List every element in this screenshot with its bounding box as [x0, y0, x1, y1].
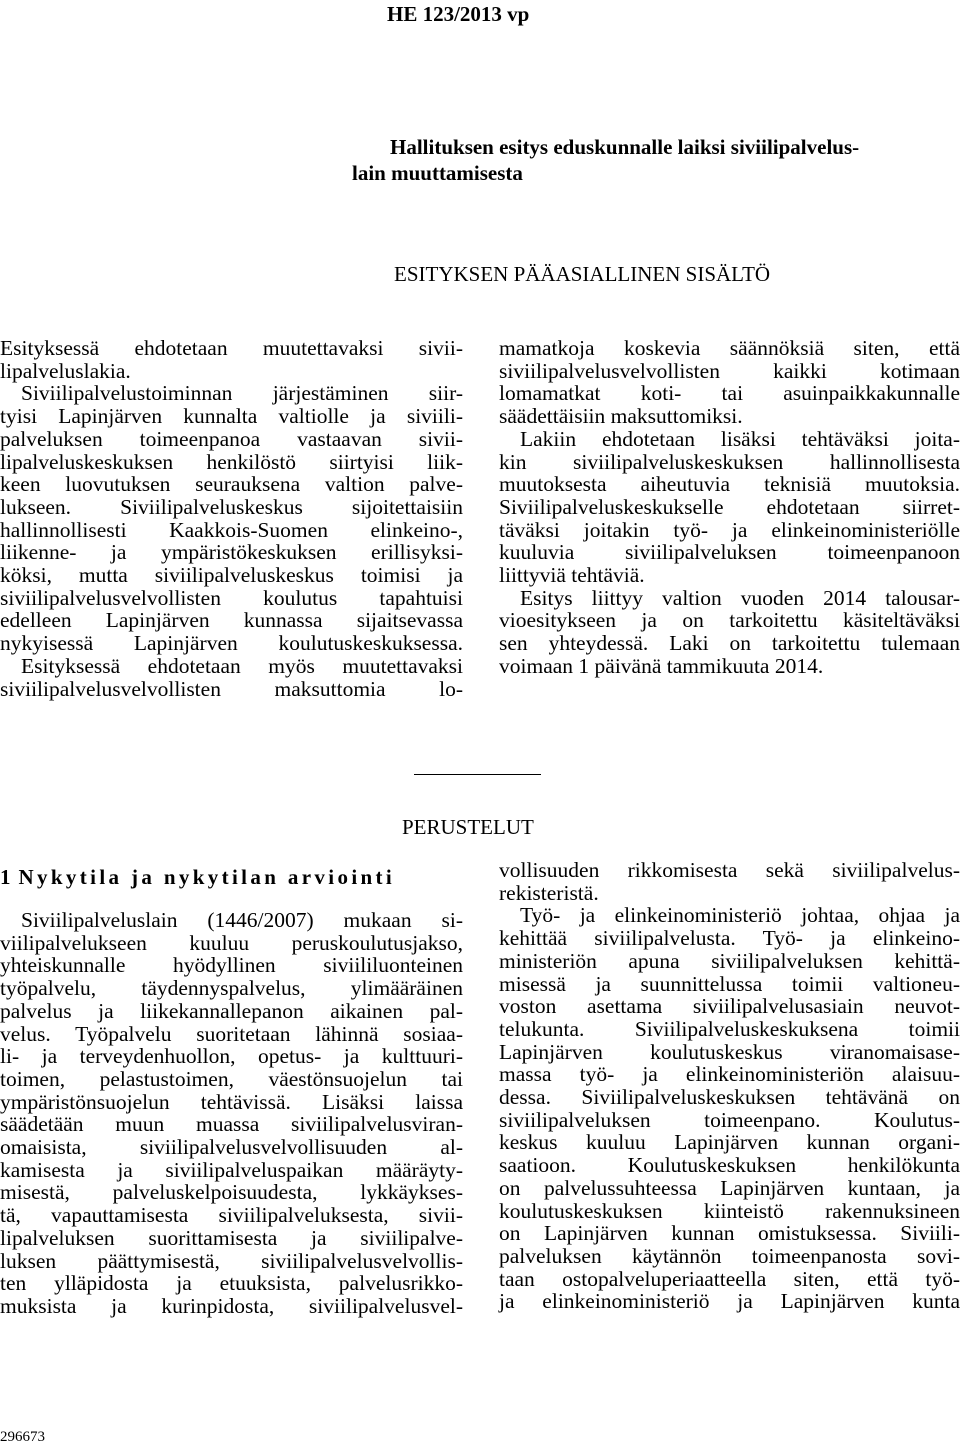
- text-line: täväksi joitakin työ- ja elinkeinoministeriölle: [499, 517, 960, 542]
- text-line: telukunta. Siviilipalveluskeskuksena toimii: [499, 1016, 960, 1041]
- text-line: massa työ- ja elinkeinoministeriön alaisuu-: [499, 1062, 960, 1087]
- text-line: tä, vapauttamisesta siviilipalveluksesta, sivii-: [0, 1203, 463, 1228]
- text-line: kehittää siviilipalvelusta. Työ- ja elinkeino-: [499, 926, 960, 951]
- text-line: mamatkoja koskevia säännöksiä siten, että: [499, 336, 960, 360]
- bill-title: [352, 134, 860, 186]
- text-line: misessä ja suunnittelussa toimii valtioneu-: [499, 971, 960, 996]
- perustelut-heading: PERUSTELUT: [402, 815, 534, 839]
- text-line: rekisteristä.: [499, 880, 599, 905]
- text-line: keskus kuuluu Lapinjärven kunnan organi-: [499, 1130, 960, 1155]
- text-line: lomamatkat koti- tai asuinpaikkakunnalle: [499, 381, 960, 406]
- perustelut-left-column: [0, 909, 463, 1318]
- text-line: palveluksen toimeenpanoa vastaavan sivii-: [0, 426, 463, 451]
- text-line: yhteiskunnalle hyödyllinen siviililuonteinen: [0, 953, 463, 978]
- text-line: Työ- ja elinkeinoministeriö johtaa, ohjaa ja: [520, 903, 960, 928]
- bill-title-line-1: Hallituksen esitys eduskunnalle laiksi siviilipalvelus-: [390, 135, 860, 159]
- section-separator-rule: [414, 774, 541, 775]
- text-line: kamisesta ja siviilipalveluspaikan määräyty-: [0, 1157, 463, 1182]
- text-line: lipalveluksen suorittamisesta ja siviilipalve-: [0, 1225, 463, 1250]
- text-line: Esityksessä ehdotetaan myös muutettavaksi: [21, 653, 463, 678]
- summary-heading: ESITYKSEN PÄÄASIALLINEN SISÄLTÖ: [394, 262, 771, 286]
- text-line: Siviilipalveluskeskukselle ehdotetaan siirret-: [499, 494, 960, 519]
- text-line: on Lapinjärven kunnan omistuksessa. Siviili-: [499, 1221, 960, 1246]
- text-line: kin siviilipalveluskeskuksen hallinnollisesta: [499, 449, 960, 474]
- text-line: siviilipalvelusvelvollisten koulutus tapahtuisi: [0, 585, 463, 610]
- text-line: siviilipalveluksen toimeenpano. Koulutus-: [499, 1107, 960, 1132]
- text-line: Siviilipalveluslain (1446/2007) mukaan si-: [21, 908, 463, 932]
- text-line: li- ja terveydenhuollon, opetus- ja kulttuuri-: [0, 1044, 463, 1069]
- text-line: Lakiin ehdotetaan lisäksi tehtäväksi joita-: [520, 426, 960, 451]
- text-line: liikenne- ja ympäristökeskuksen erillisyksi-: [0, 540, 463, 565]
- text-line: lukseen. Siviilipalveluskeskus sijoitettaisiin: [0, 494, 463, 519]
- text-line: palveluksen käytännön toimeenpanosta sovi-: [499, 1243, 960, 1268]
- text-line: on palvelussuhteessa Lapinjärven kuntaan, ja: [499, 1175, 960, 1200]
- text-line: säädetään muun muassa siviilipalvelusviran-: [0, 1112, 463, 1137]
- text-line: hallinnollisesti Kaakkois-Suomen elinkeino-,: [0, 517, 463, 542]
- text-line: vollisuuden rikkomisesta sekä siviilipalvelus-: [499, 858, 960, 882]
- section-title: Nykytila ja nykytilan arviointi: [18, 865, 396, 889]
- text-line: vioesitykseen ja on tarkoitettu käsiteltäväksi: [499, 608, 960, 633]
- text-line: Siviilipalvelustoiminnan järjestäminen siir-: [21, 381, 463, 406]
- page-number: 296673: [0, 1429, 45, 1445]
- text-line: kuuluvia siviilipalveluksen toimeenpanoon: [499, 540, 960, 565]
- text-line: siviilipalvelusvelvollisten maksuttomia lo-: [0, 676, 463, 701]
- text-line: luksen päättymisestä, siviilipalvelusvelvollis-: [0, 1248, 463, 1273]
- document-id: HE 123/2013 vp: [387, 2, 530, 26]
- section-number: 1: [0, 865, 11, 889]
- text-line: ympäristönsuojelun tehtävissä. Lisäksi laissa: [0, 1089, 463, 1114]
- perustelut-right-column: [499, 859, 960, 1313]
- text-line: dessa. Siviilipalveluskeskuksen tehtävänä on: [499, 1085, 960, 1110]
- text-line: omaisista, siviilipalvelusvelvollisuuden al-: [0, 1135, 463, 1160]
- text-line: ja elinkeinoministeriö ja Lapinjärven kunta: [499, 1289, 960, 1314]
- text-line: taan ostopalveluperiaatteella siten, että työ-: [499, 1266, 960, 1291]
- section-heading: [0, 865, 395, 890]
- text-line: Esitys liittyy valtion vuoden 2014 talousar-: [520, 585, 960, 610]
- text-line: köksi, mutta siviilipalveluskeskus toimisi ja: [0, 563, 463, 588]
- text-line: viilipalvelukseen kuuluu peruskoulutusjakso,: [0, 930, 463, 955]
- text-line: lipalveluslakia.: [0, 358, 131, 383]
- text-line: keen luovutuksen seurauksena valtion palve-: [0, 472, 463, 497]
- text-line: palvelus ja liikekannallepanon aikainen pal-: [0, 998, 463, 1023]
- text-line: ten ylläpidosta ja etuuksista, palvelusrikko-: [0, 1271, 463, 1296]
- text-line: velus. Työpalvelu suoritetaan lähinnä sosiaa-: [0, 1021, 463, 1046]
- text-line: lipalveluskeskuksen henkilöstö siirtyisi liik-: [0, 449, 463, 474]
- text-line: Lapinjärven koulutuskeskus viranomaisase-: [499, 1039, 960, 1064]
- summary-right-column: [499, 337, 960, 678]
- text-line: säädettäisiin maksuttomiksi.: [499, 404, 743, 429]
- text-line: koulutuskeskuksen kiinteistö rakennuksineen: [499, 1198, 960, 1223]
- text-line: siviilipalvelusvelvollisten kaikki kotimaan: [499, 358, 960, 383]
- text-line: tyisi Lapinjärven kunnalta valtiolle ja siviili-: [0, 404, 463, 429]
- text-line: sen yhteydessä. Laki on tarkoitettu tulemaan: [499, 631, 960, 656]
- text-line: misestä, palveluskelpoisuudesta, lykkäykses-: [0, 1180, 463, 1205]
- text-line: Esityksessä ehdotetaan muutettavaksi sivii-: [0, 336, 463, 360]
- summary-left-column: [0, 337, 463, 700]
- text-line: voston asettama siviilipalvelusasiain neuvot-: [499, 994, 960, 1019]
- text-line: saatioon. Koulutuskeskuksen henkilökunta: [499, 1153, 960, 1178]
- bill-title-line-2: lain muuttamisesta: [352, 161, 523, 185]
- text-line: nykyisessä Lapinjärven koulutuskeskuksessa.: [0, 631, 463, 656]
- text-line: edelleen Lapinjärven kunnassa sijaitsevassa: [0, 608, 463, 633]
- text-line: toimen, pelastustoimen, väestönsuojelun tai: [0, 1066, 463, 1091]
- text-line: työpalvelu, täydennyspalvelus, ylimääräinen: [0, 976, 463, 1001]
- text-line: liittyviä tehtäviä.: [499, 563, 645, 588]
- text-line: muksista ja kurinpidosta, siviilipalvelusvel-: [0, 1293, 463, 1318]
- text-line: voimaan 1 päivänä tammikuuta 2014.: [499, 653, 824, 678]
- text-line: muutoksesta aiheutuvia teknisiä muutoksia.: [499, 472, 960, 497]
- text-line: ministeriön apuna siviilipalveluksen kehittä-: [499, 948, 960, 973]
